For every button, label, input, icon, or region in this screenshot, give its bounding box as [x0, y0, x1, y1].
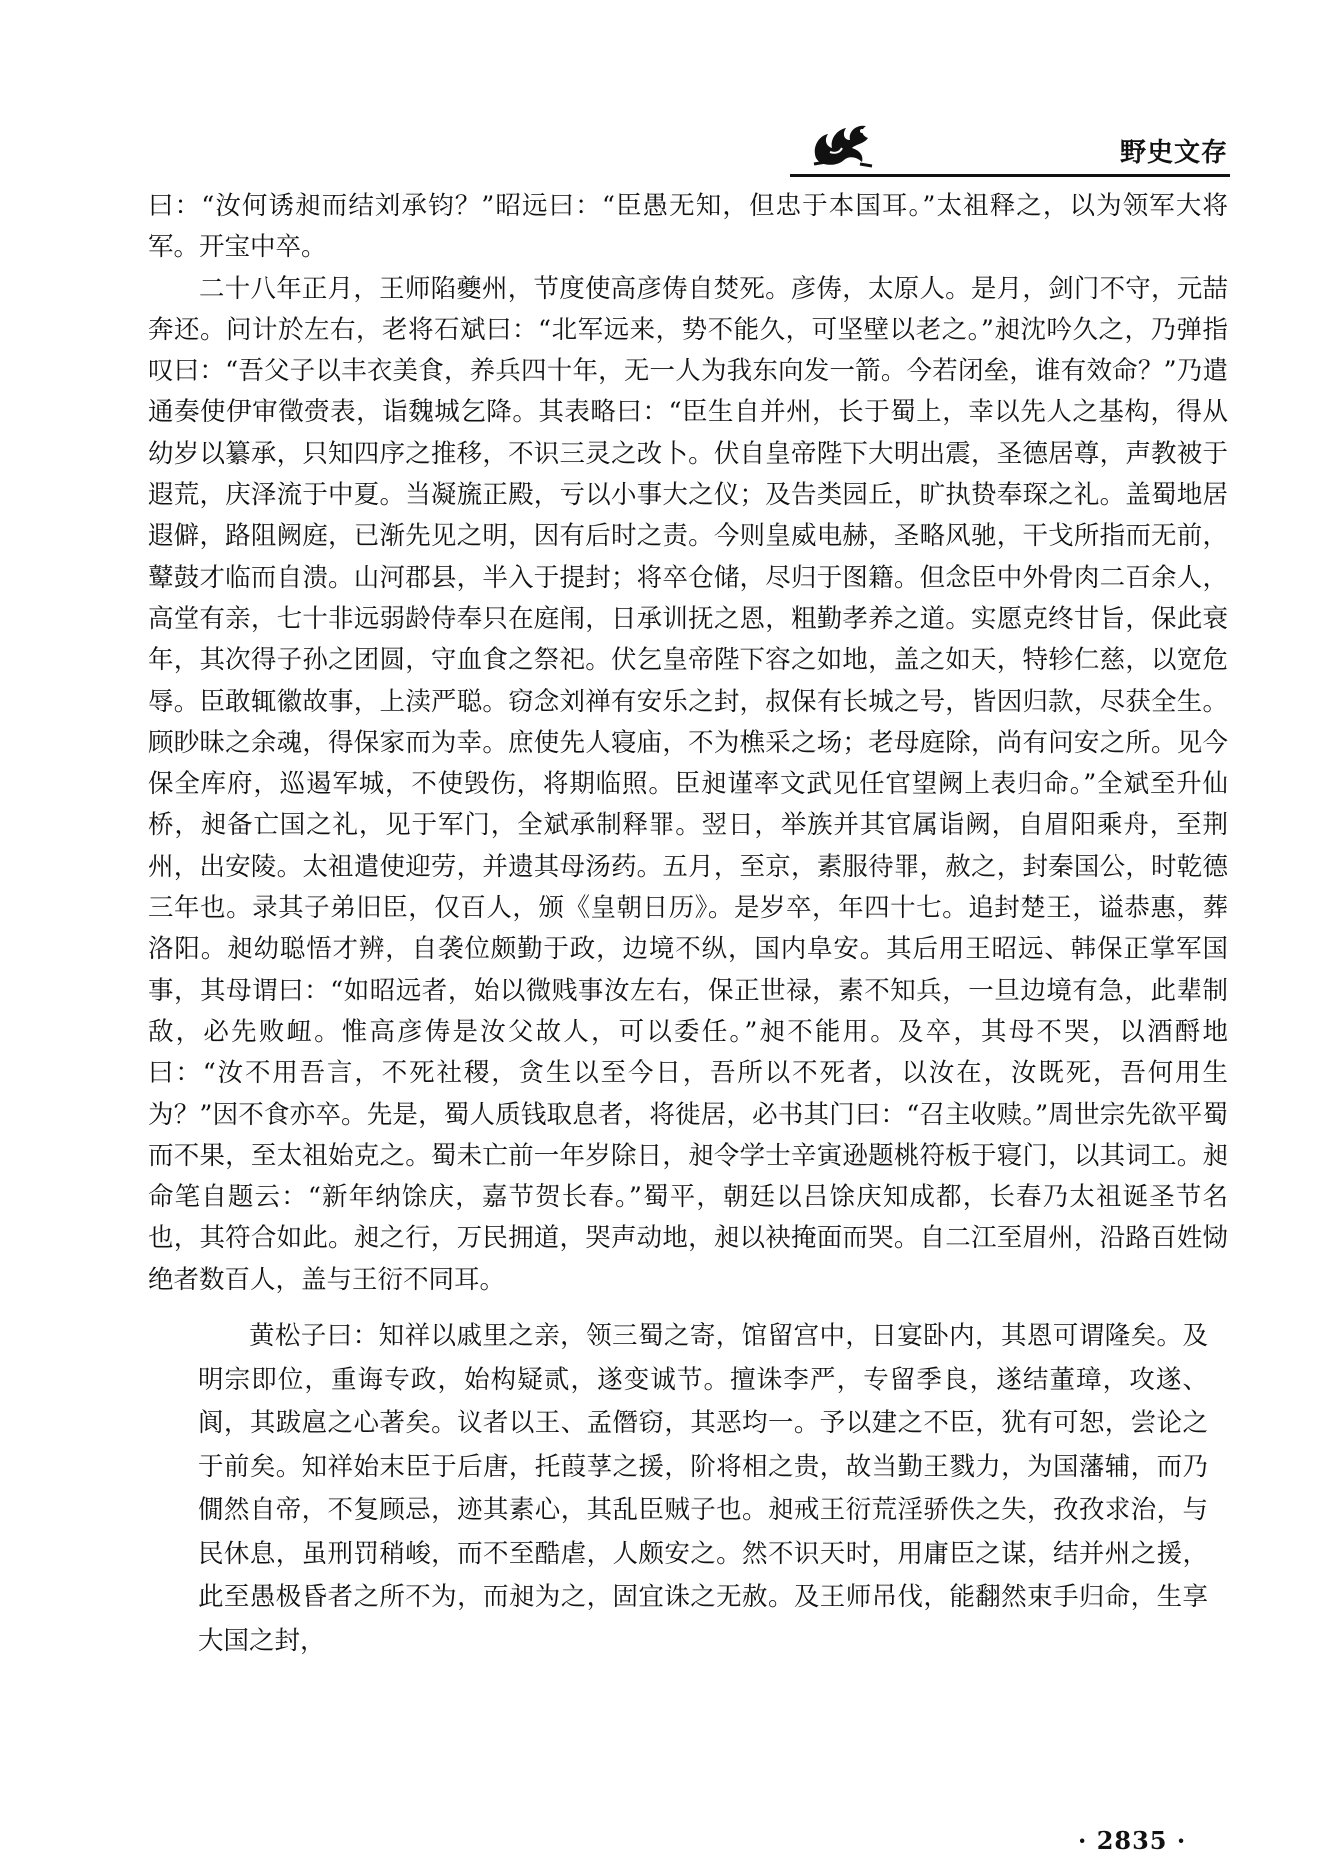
paragraph: 曰：“汝何诱昶而结刘承钧？”昭远曰：“臣愚无知，但忠于本国耳。”太祖释之，以为领军大将军。开宝中卒。 — [148, 191, 1228, 263]
page-number: · 2835 · — [1078, 1826, 1187, 1855]
paragraph: 二十八年正月，王师陷夔州，节度使高彦俦自焚死。彦俦，太原人。是月，剑门不守，元喆奔还。问计於左右，老将石斌曰：“北军远来，势不能久，可坚壁以老之。”昶沈吟久之，乃弹指叹曰：“吾父子以丰衣美食，养兵四十年，无一人为我东向发一箭。今若闭垒，谁有效命？”乃遣通奏使伊审徵赍表，诣魏城乞降。其表略曰：“臣生自并州，长于蜀上，幸以先人之基构，得从幼岁以纂承，只知四序之推移，不识三灵之改卜。伏自皇帝陛下大明出震，圣德居尊，声教被于遐荒，庆泽流于中夏。当凝旒正殿，亏以小事大之仪；及告类园丘，旷执贽奉琛之礼。盖蜀地居遐僻，路阻阙庭，已渐先见之明，因有后时之责。今则皇威电赫，圣略风驰，干戈所指而无前，鼙鼓才临而自溃。山河郡县，半入于提封；将卒仓储，尽归于图籍。但念臣中外骨肉二百余人，高堂有亲，七十非远弱龄侍奉只在庭闱，日承训抚之恩，粗勤孝养之道。实愿克终甘旨，保此衰年，其次得子孙之团圆，守血食之祭祀。伏乞皇帝陛下容之如地，盖之如天，特轸仁慈，以宽危辱。臣敢辄徽故事，上渎严聪。窃念刘禅有安乐之封，叔保有长城之号，皆因归款，尽获全生。顾眇昧之余魂，得保家而为幸。庶使先人寝庙，不为樵采之场；老母庭除，尚有问安之所。见今保全库府，巡遏军城，不使毁伤，将期临照。臣昶谨率文武见任官望阙上表归命。”全斌至升仙桥，昶备亡国之礼，见于军门，全斌承制释罪。翌日，举族并其官属诣阙，自眉阳乘舟，至荆州，出安陵。太祖遣使迎劳，并遗其母汤药。五月，至京，素服待罪，赦之，封秦国公，时乾德三年也。录其子弟旧臣，仅百人，颁《皇朝日历》。是岁卒，年四十七。追封楚王，谥恭惠，葬洛阳。昶幼聪悟才辨，自袭位颇勤于政，边境不纵，国内阜安。其后用王昭远、韩保正掌军国事，其母谓曰：“如昭远者，始以微贱事汝左右，保正世禄，素不知兵，一旦边境有急，此辈制敌，必先败衄。惟高彦俦是汝父故人，可以委任。”昶不能用。及卒，其母不哭，以酒酹地曰：“汝不用吾言，不死社稷，贪生以至今日，吾所以不死者，以汝在，汝既死，吾何用生为？”因不食亦卒。先是，蜀人质钱取息者，将徙居，必书其门曰：“召主收赎。”周世宗先欲平蜀而不果，至太祖始克之。蜀未亡前一年岁除日，昶令学士辛寅逊题桃符板于寝门，以其词工。昶命笔自题云：“新年纳馀庆，嘉节贺长春。”蜀平，朝廷以吕馀庆知成都，长春乃太祖诞圣节名也，其符合如此。昶之行，万民拥道，哭声动地，昶以袂掩面而哭。自二江至眉州，沿路百姓恸绝者数百人，盖与王衍不同耳。 — [148, 273, 1228, 1295]
dragon-icon — [810, 118, 876, 170]
main-text — [148, 186, 1228, 1663]
running-header — [790, 118, 1230, 176]
commentary-paragraph: 黄松子曰：知祥以戚里之亲，领三蜀之寄，馆留宫中，日宴卧内，其恩可谓隆矣。及明宗即位，重诲专政，始构疑贰，遂变诚节。擅诛李严，专留季良，遂结董璋，攻遂、阆，其跋扈之心著矣。议者以王、孟僭窃，其恶均一。予以建之不臣，犹有可恕，尝论之于前矣。知祥始末臣于后唐，托葭莩之援，阶将相之贵，故当勤王戮力，为国藩辅，而乃僩然自帝，不复顾忌，迹其素心，其乱臣贼子也。昶戒王衍荒淫骄佚之失，孜孜求治，与民休息，虽刑罚稍峻，而不至酷虐，人颇安之。然不识天时，用庸臣之谋，结并州之援，此至愚极昏者之所不为，而昶为之，固宜诛之无赦。及王师吊伐，能翻然束手归命，生享大国之封， — [198, 1321, 1208, 1656]
header-rule — [790, 174, 1230, 177]
series-title: 野史文存 — [1119, 138, 1228, 168]
